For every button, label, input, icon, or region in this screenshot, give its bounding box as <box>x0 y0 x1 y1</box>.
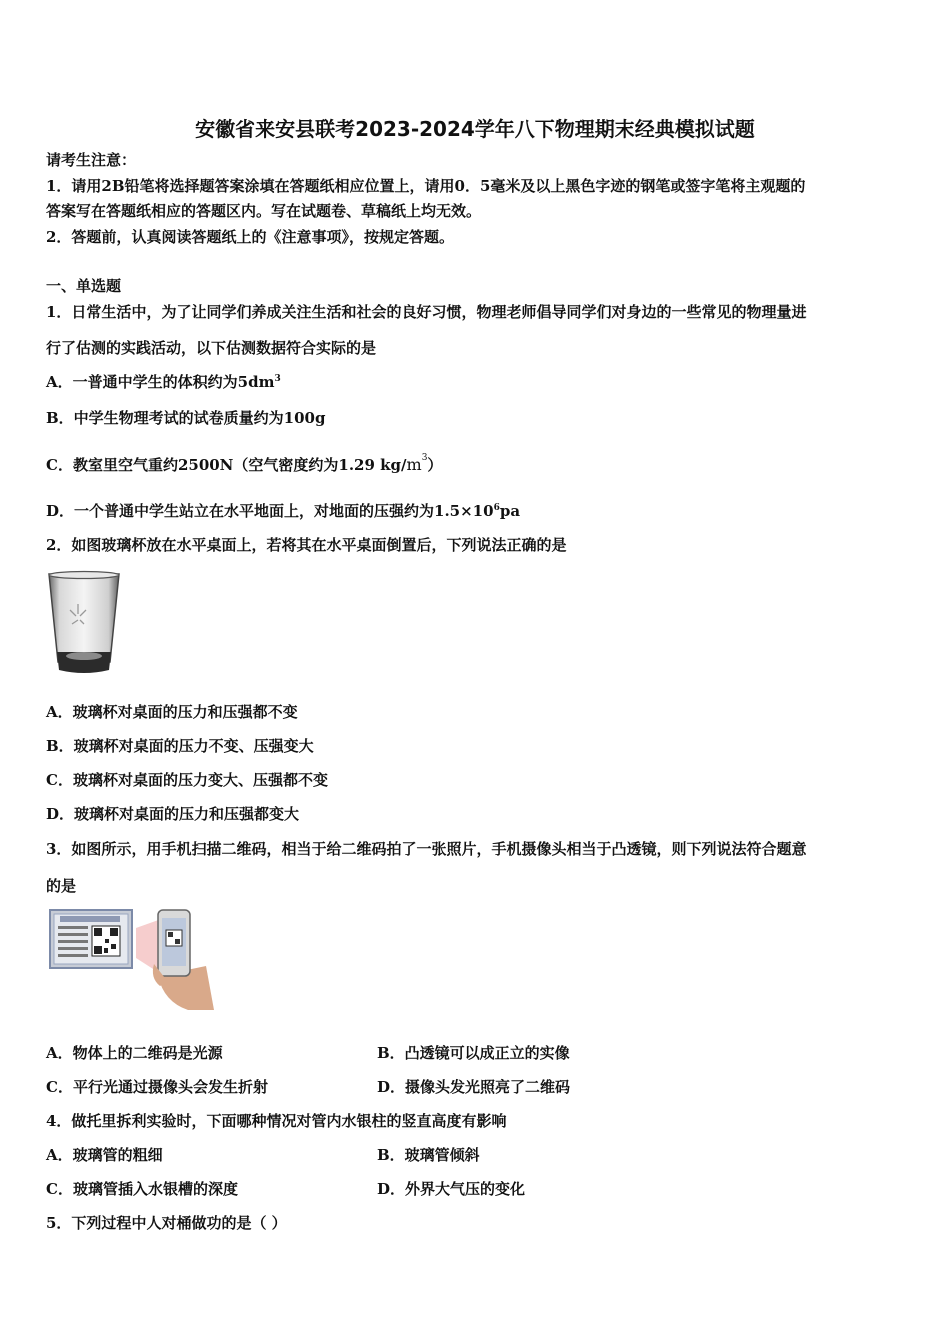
q4-option-c: C．玻璃管插入水银槽的深度 <box>46 1180 238 1198</box>
q1-option-d-end: pa <box>499 502 521 520</box>
q1-stem-a: 1．日常生活中，为了让同学们养成关注生活和社会的良好习惯，物理老师倡导同学们对身边的一些常见的物理量进 <box>46 303 807 321</box>
q3-option-d: D．摄像头发光照亮了二维码 <box>377 1078 571 1096</box>
q2-option-d: D．玻璃杯对桌面的压力和压强都变大 <box>46 805 300 823</box>
q1-stem-b: 行了估测的实践活动，以下估测数据符合实际的是 <box>46 339 377 357</box>
q3-option-a: A．物体上的二维码是光源 <box>46 1044 223 1062</box>
notice-item-2: 2．答题前，认真阅读答题纸上的《注意事项》，按规定答题。 <box>46 228 454 246</box>
notice-item-1a: 1．请用2B铅笔将选择题答案涂填在答题纸相应位置上，请用0．5毫米及以上黑色字迹的钢笔或签字笔将主观题的 <box>46 177 806 195</box>
q1-option-c-text: C．教室里空气重约2500N（空气密度约为1.29 kg/ <box>46 456 407 474</box>
q3-stem-b: 的是 <box>46 877 77 895</box>
q3-stem-a: 3．如图所示，用手机扫描二维码，相当于给二维码拍了一张照片，手机摄像头相当于凸透镜，则下列说法符合题意 <box>46 840 807 858</box>
q3-option-c: C．平行光通过摄像头会发生折射 <box>46 1078 268 1096</box>
q4-option-a: A．玻璃管的粗细 <box>46 1146 163 1164</box>
q2-option-a: A．玻璃杯对桌面的压力和压强都不变 <box>46 703 298 721</box>
glass-cup-image <box>46 570 122 676</box>
q1-option-d-sup: 6 <box>493 503 500 513</box>
q1-option-d <box>46 501 520 521</box>
q1-option-a <box>46 372 281 392</box>
q1-option-c-end: ） <box>427 456 443 474</box>
q1-option-c-unit-text: m <box>406 455 422 474</box>
q2-option-c: C．玻璃杯对桌面的压力变大、压强都不变 <box>46 771 328 789</box>
q1-option-c-unit <box>407 455 428 474</box>
q1-option-c-sup: 3 <box>421 453 428 463</box>
q3-option-b: B．凸透镜可以成正立的实像 <box>377 1044 570 1062</box>
q2-option-b: B．玻璃杯对桌面的压力不变、压强变大 <box>46 737 314 755</box>
notice-heading: 请考生注意： <box>46 151 137 169</box>
q1-option-d-text: D．一个普通中学生站立在水平地面上，对地面的压强约为1.5×10 <box>46 502 494 520</box>
q4-option-b: B．玻璃管倾斜 <box>377 1146 480 1164</box>
q4-option-d: D．外界大气压的变化 <box>377 1180 526 1198</box>
q1-option-a-sup: 3 <box>274 374 281 384</box>
notice-item-1b: 答案写在答题纸相应的答题区内。写在试题卷、草稿纸上均无效。 <box>46 202 482 220</box>
q1-option-c <box>46 455 442 475</box>
page-title: 安徽省来安县联考2023-2024学年八下物理期末经典模拟试题 <box>195 117 755 141</box>
q2-stem: 2．如图玻璃杯放在水平桌面上，若将其在水平桌面倒置后，下列说法正确的是 <box>46 536 567 554</box>
q5-stem: 5．下列过程中人对桶做功的是（ ） <box>46 1214 287 1232</box>
q1-option-b: B．中学生物理考试的试卷质量约为100g <box>46 409 326 427</box>
phone-scanning-qr-image <box>46 906 218 1014</box>
section-heading: 一、单选题 <box>46 277 122 295</box>
q4-stem: 4．做托里拆利实验时，下面哪种情况对管内水银柱的竖直高度有影响 <box>46 1112 507 1130</box>
q1-option-a-text: A．一普通中学生的体积约为5dm <box>46 373 275 391</box>
